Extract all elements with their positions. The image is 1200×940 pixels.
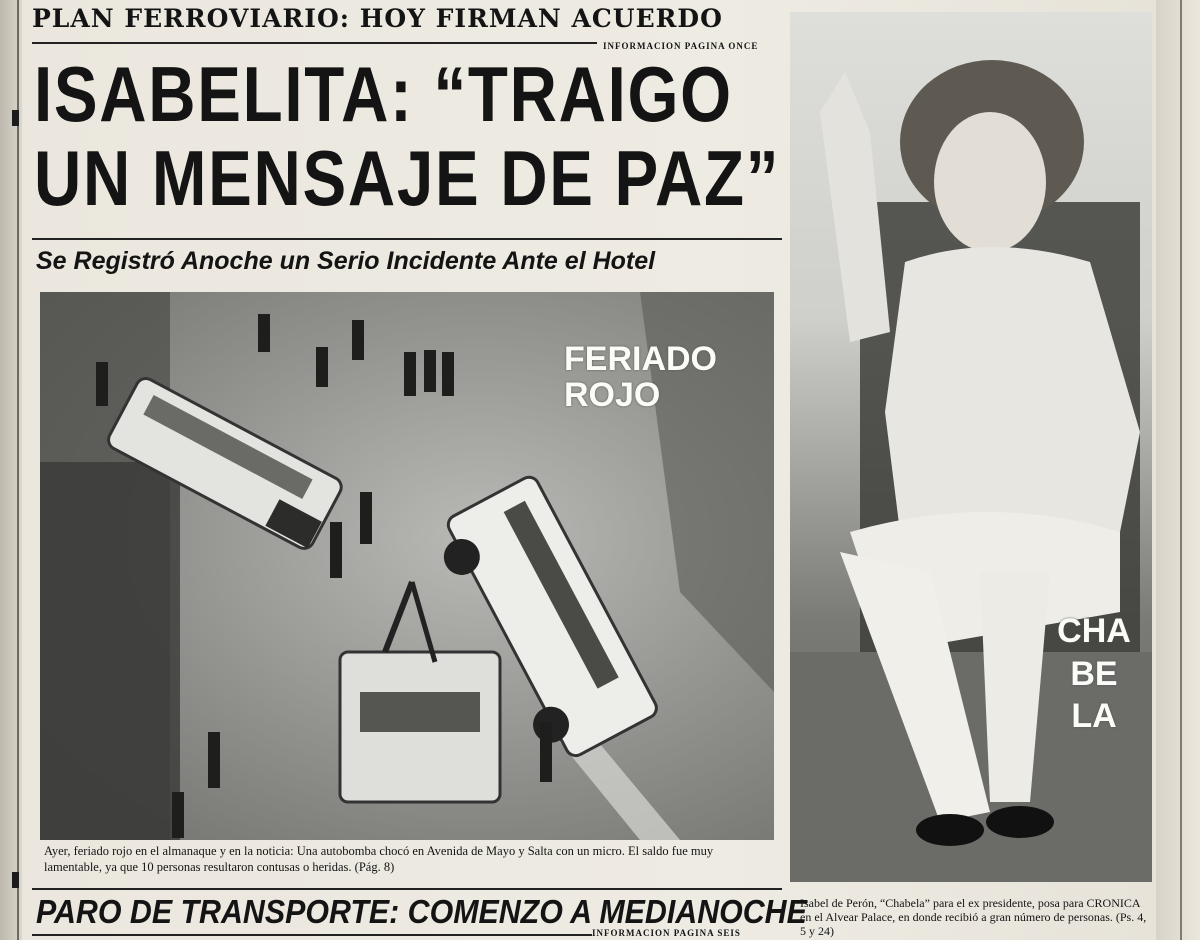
crash-photo xyxy=(40,292,774,840)
bottom-rule xyxy=(32,888,782,890)
gutter-mark xyxy=(12,872,19,888)
headline-line-2: UN MENSAJE DE PAZ” xyxy=(34,134,781,222)
gutter-line xyxy=(17,0,19,940)
bottom-rule-lower xyxy=(32,934,592,936)
portrait-photo xyxy=(790,12,1152,882)
page-edge xyxy=(1156,0,1200,940)
overlay-line: FERIADO xyxy=(564,340,717,378)
overlay-line: BE xyxy=(1070,654,1118,693)
main-headline xyxy=(34,50,781,222)
kicker-rule xyxy=(32,42,597,44)
bottom-page-ref: INFORMACION PAGINA SEIS xyxy=(592,928,741,938)
portrait-illustration xyxy=(790,12,1152,882)
overlay-line: LA xyxy=(1071,697,1117,735)
overlay-line: CHA xyxy=(1057,612,1131,650)
kicker-headline: PLAN FERROVIARIO: HOY FIRMAN ACUERDO xyxy=(32,4,723,33)
portrait-photo-overlay xyxy=(1034,610,1152,738)
bottom-headline: PARO DE TRANSPORTE: COMENZO A MEDIANOCHE xyxy=(36,893,807,930)
headline-rule xyxy=(32,238,782,240)
crash-photo-overlay xyxy=(564,342,724,413)
kicker-page-ref: INFORMACION PAGINA ONCE xyxy=(603,41,759,51)
overlay-line: ROJO xyxy=(564,375,661,414)
crash-photo-caption: Ayer, feriado rojo en el almanaque y en la noticia: Una autobomba chocó en Avenida de Mayo y Salta con un micro. El saldo fue muy lamentable, ya que 10 personas resultaron contusas o heridas. (Pág. 8) xyxy=(44,844,714,874)
headline-line-1: ISABELITA: “TRAIGO xyxy=(34,50,733,138)
gutter-mark xyxy=(12,110,19,126)
subheadline: Se Registró Anoche un Serio Incidente Ante el Hotel xyxy=(36,247,656,275)
portrait-photo-caption: Isabel de Perón, “Chabela” para el ex presidente, posa para CRONICA en el Alvear Palace, en donde recibió a gran número de personas. (Ps. 4, 5 y 24) xyxy=(800,896,1147,938)
page-edge-rule xyxy=(1180,0,1182,940)
